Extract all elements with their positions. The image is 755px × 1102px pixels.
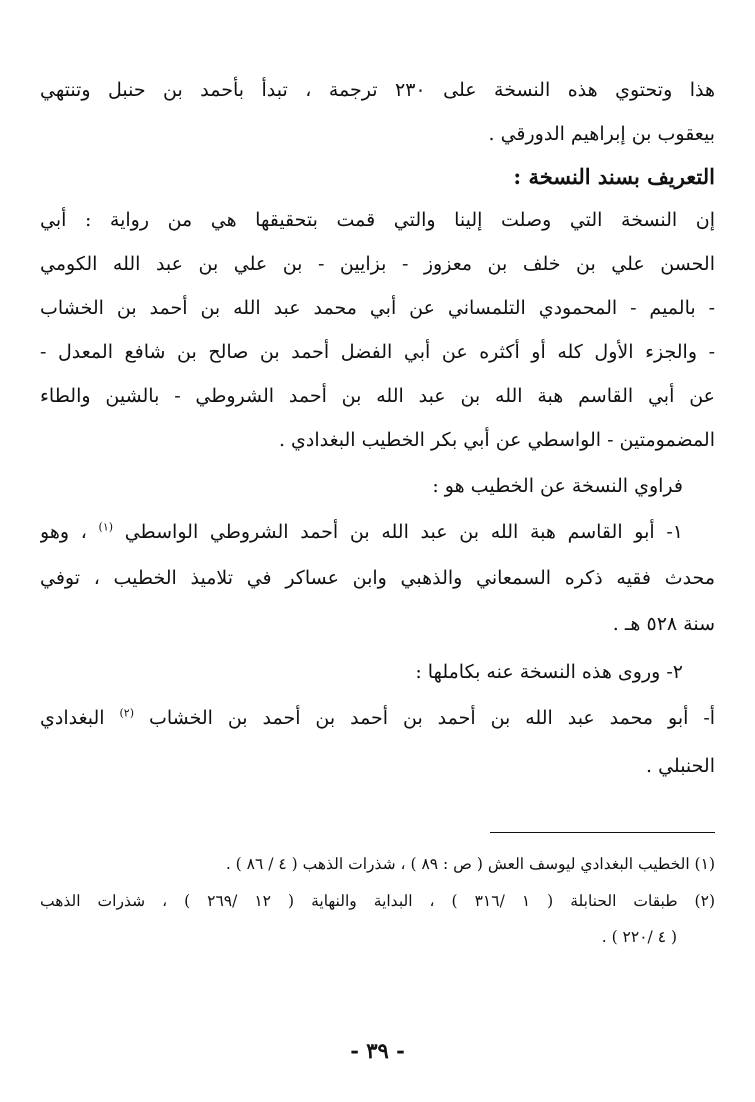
footnote-1: (١) الخطيب البغدادي ليوسف العش ( ص : ٨٩ ) ، شذرات الذهب ( ٤ / ٨٦ ) . <box>225 855 715 873</box>
body-line-11: محدث فقيه ذكره السمعاني والذهبي وابن عساكر في تلاميذ الخطيب ، توفي <box>40 567 715 589</box>
body-line-3: إن النسخة التي وصلت إلينا والتي قمت بتحقيقها هي من رواية : أبي <box>40 209 715 231</box>
body-line-1: هذا وتحتوي هذه النسخة على ٢٣٠ ترجمة ، تبدأ بأحمد بن حنبل وتنتهي <box>40 79 715 101</box>
page-number: - ٣٩ - <box>350 1038 405 1063</box>
body-line-2: بيعقوب بن إبراهيم الدورقي . <box>488 123 715 145</box>
body-line-14 <box>40 696 715 740</box>
section-heading: التعريف بسند النسخة : <box>513 164 715 189</box>
transmitter-text-tail: البغدادي <box>40 707 105 729</box>
footnote-divider <box>490 832 715 833</box>
body-line-6: - والجزء الأول كله أو أكثره عن أبي الفضل أحمد بن صالح بن شافع المعدل - <box>40 341 715 363</box>
body-line-4: الحسن علي بن خلف بن معزوز - بزايين - بن علي بن عبد الله الكومي <box>40 253 715 275</box>
body-line-9: فراوي النسخة عن الخطيب هو : <box>432 475 683 497</box>
body-line-7: عن أبي القاسم هبة الله بن عبد الله بن أحمد الشروطي - بالشين والطاء <box>40 385 715 407</box>
narrator-text: ١- أبو القاسم هبة الله بن عبد الله بن أحمد الشروطي الواسطي <box>124 521 683 543</box>
footnote-ref-2: (٢) <box>119 706 135 720</box>
body-line-8: المضمومتين - الواسطي عن أبي بكر الخطيب البغدادي . <box>278 429 715 451</box>
footnote-ref-1: (١) <box>98 520 114 534</box>
body-line-13: ٢- وروى هذه النسخة عنه بكاملها : <box>415 661 683 683</box>
body-line-15: الحنبلي . <box>645 755 715 777</box>
footnote-2-continued: ( ٤ /٢٢٠ ) . <box>601 928 677 946</box>
transmitter-text: أ- أبو محمد عبد الله بن أحمد بن أحمد بن أحمد بن الخشاب <box>148 707 715 729</box>
body-line-5: - بالميم - المحمودي التلمساني عن أبي محمد عبد الله بن أحمد بن الخشاب <box>40 297 715 319</box>
body-line-10 <box>40 510 683 554</box>
body-line-12: سنة ٥٢٨ هـ . <box>612 613 715 635</box>
footnote-2: (٢) طبقات الحنابلة ( ١ /٣١٦ ) ، البداية والنهاية ( ١٢ /٢٦٩ ) ، شذرات الذهب <box>40 892 715 910</box>
narrator-text-tail: ، وهو <box>40 521 87 543</box>
